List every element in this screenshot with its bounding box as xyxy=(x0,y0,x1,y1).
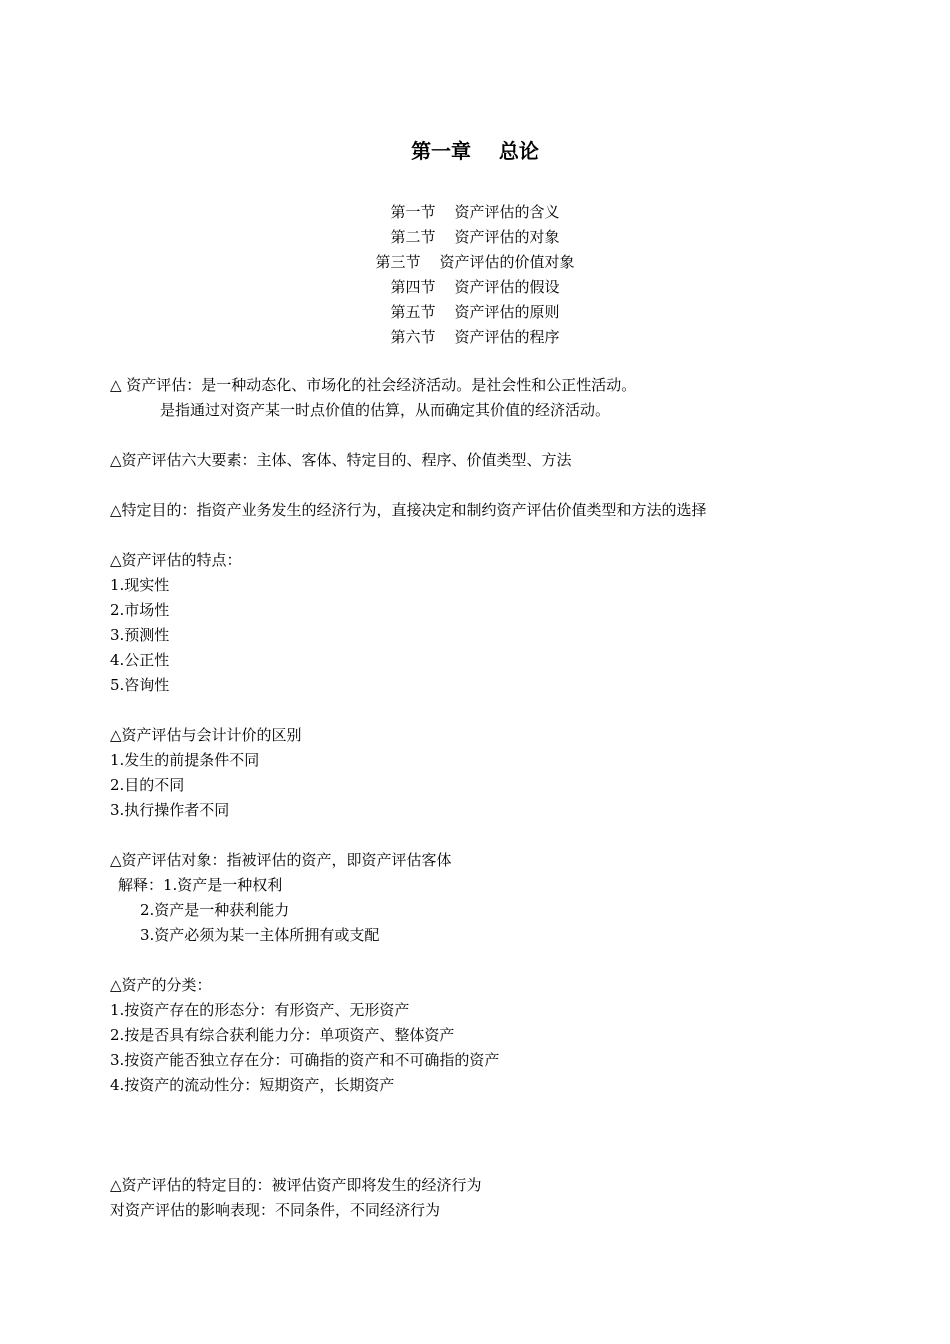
object-explain-1: 解释：1.资产是一种权利 xyxy=(118,876,283,894)
toc-item: 第二节 资产评估的对象 xyxy=(390,228,560,246)
list-item: 2.市场性 xyxy=(110,601,170,619)
definition-line-2: 是指通过对资产某一时点价值的估算，从而确定其价值的经济活动。 xyxy=(160,401,611,419)
toc-item: 第五节 资产评估的原则 xyxy=(390,303,560,321)
toc-item: 第四节 资产评估的假设 xyxy=(390,278,560,296)
chapter-title: 第一章 总论 xyxy=(411,139,539,163)
purpose-heading: △资产评估的特定目的：被评估资产即将发生的经济行为 xyxy=(110,1176,482,1194)
list-item: 1.按资产存在的形态分：有形资产、无形资产 xyxy=(110,1001,410,1019)
toc-item: 第三节 资产评估的价值对象 xyxy=(375,253,575,271)
list-item: 5.咨询性 xyxy=(110,676,170,694)
toc-item: 第一节 资产评估的含义 xyxy=(390,203,560,221)
six-elements: △资产评估六大要素：主体、客体、特定目的、程序、价值类型、方法 xyxy=(110,451,572,469)
list-item: 4.按资产的流动性分：短期资产，长期资产 xyxy=(110,1076,395,1094)
differences-heading: △资产评估与会计计价的区别 xyxy=(110,726,302,744)
list-item: 3.按资产能否独立存在分：可确指的资产和不可确指的资产 xyxy=(110,1051,500,1069)
object-explain-3: 3.资产必须为某一主体所拥有或支配 xyxy=(140,926,380,944)
document-body xyxy=(110,373,850,1223)
list-item: 2.按是否具有综合获利能力分：单项资产、整体资产 xyxy=(110,1026,455,1044)
purpose-influence: 对资产评估的影响表现：不同条件，不同经济行为 xyxy=(110,1201,441,1219)
list-item: 3.执行操作者不同 xyxy=(110,801,230,819)
object-explain-2: 2.资产是一种获利能力 xyxy=(140,901,290,919)
list-item: 2.目的不同 xyxy=(110,776,185,794)
features-heading: △资产评估的特点： xyxy=(110,551,242,569)
specific-purpose: △特定目的：指资产业务发生的经济行为，直接决定和制约资产评估价值类型和方法的选择 xyxy=(110,501,707,519)
list-item: 3.预测性 xyxy=(110,626,170,644)
toc-item: 第六节 资产评估的程序 xyxy=(390,328,560,346)
classification-heading: △资产的分类： xyxy=(110,976,212,994)
list-item: 4.公正性 xyxy=(110,651,170,669)
list-item: 1.现实性 xyxy=(110,576,170,594)
table-of-contents xyxy=(0,200,950,350)
list-item: 1.发生的前提条件不同 xyxy=(110,751,260,769)
object-heading: △资产评估对象：指被评估的资产，即资产评估客体 xyxy=(110,851,452,869)
definition-line-1: △ 资产评估：是一种动态化、市场化的社会经济活动。是社会性和公正性活动。 xyxy=(110,376,637,394)
